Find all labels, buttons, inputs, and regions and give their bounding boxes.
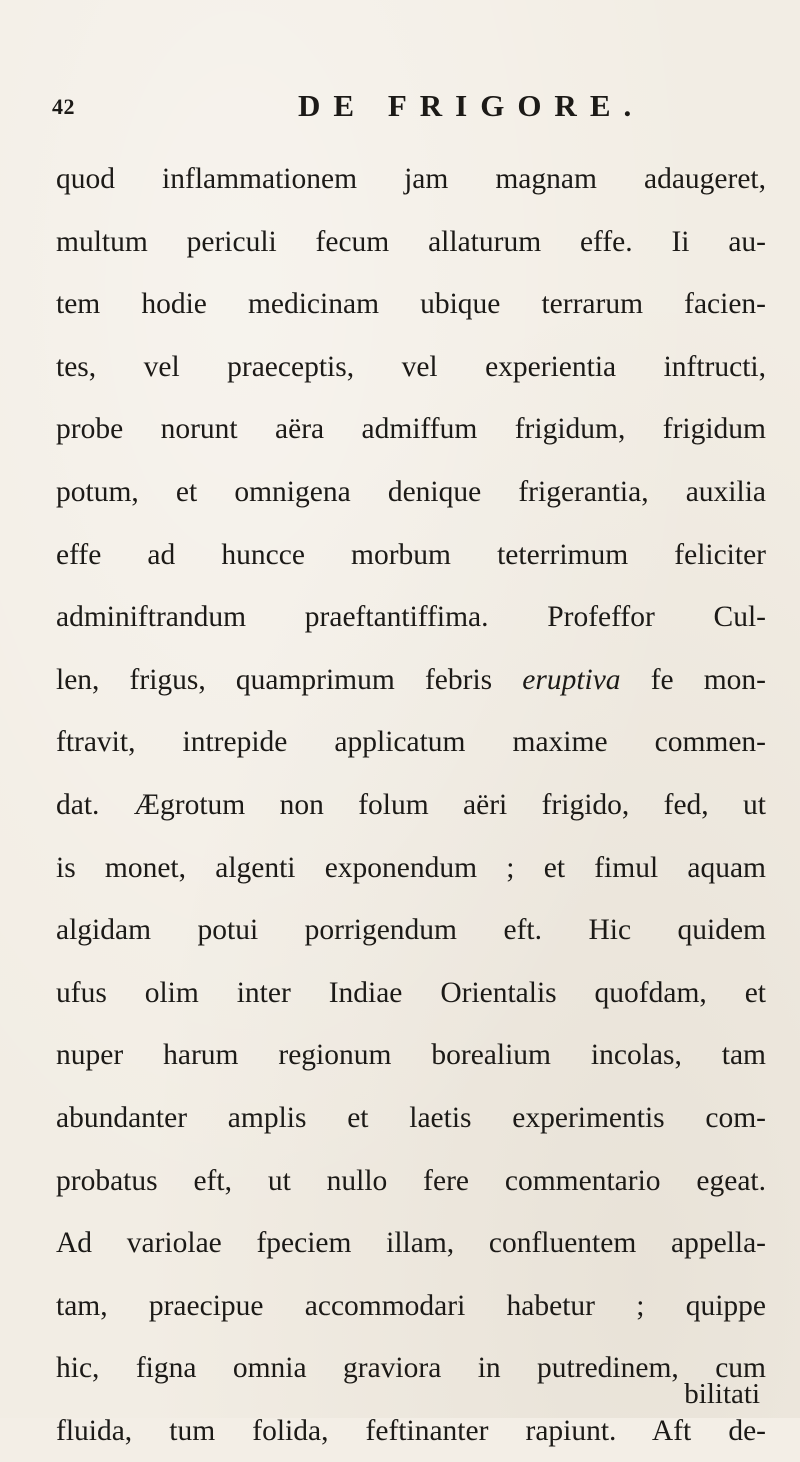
text-line: algidam potui porrigendum eft. Hic quidem	[56, 914, 766, 947]
text-line: adminiftrandum praeftantiffima. Profeffor Cul-	[56, 601, 766, 634]
page-header	[0, 88, 800, 128]
running-title: DE FRIGORE.	[298, 88, 645, 123]
text-line	[56, 649, 766, 712]
italic-term: eruptiva	[522, 663, 621, 696]
text-line: ftravit, intrepide applicatum maxime commen-	[56, 726, 766, 759]
body-text	[56, 148, 766, 1462]
text-line: nuper harum regionum borealium incolas, tam	[56, 1039, 766, 1072]
text-line: effe ad huncce morbum teterrimum feliciter	[56, 538, 766, 571]
text-line: fluida, tum folida, feftinanter rapiunt. Aft de-	[56, 1414, 766, 1447]
text-line: hic, figna omnia graviora in putredinem, cum	[56, 1352, 766, 1385]
text-segment: fe mon-	[620, 663, 767, 696]
text-line: dat. Ægrotum non folum aëri frigido, fed, ut	[56, 788, 766, 821]
catchword: bilitati	[684, 1378, 760, 1410]
text-line: potum, et omnigena denique frigerantia, auxilia	[56, 475, 766, 508]
text-line: is monet, algenti exponendum ; et fimul aquam	[56, 851, 766, 884]
text-line: abundanter amplis et laetis experimentis com-	[56, 1101, 766, 1134]
text-line: multum periculi fecum allaturum effe. Ii au-	[56, 225, 766, 258]
text-line: tam, praecipue accommodari habetur ; quippe	[56, 1289, 766, 1322]
text-segment: len, frigus, quamprimum febris	[56, 663, 523, 696]
page-number: 42	[52, 94, 75, 119]
text-line: tem hodie medicinam ubique terrarum facien-	[56, 288, 766, 321]
text-line: Ad variolae fpeciem illam, confluentem appella-	[56, 1227, 766, 1260]
text-line: quod inflammationem jam magnam adaugeret,	[56, 163, 766, 195]
text-line: probatus eft, ut nullo fere commentario egeat.	[56, 1164, 766, 1197]
text-line: tes, vel praeceptis, vel experientia inftructi,	[56, 350, 766, 383]
text-line: probe norunt aëra admiffum frigidum, frigidum	[56, 413, 766, 446]
text-line: ufus olim inter Indiae Orientalis quofdam, et	[56, 976, 766, 1009]
